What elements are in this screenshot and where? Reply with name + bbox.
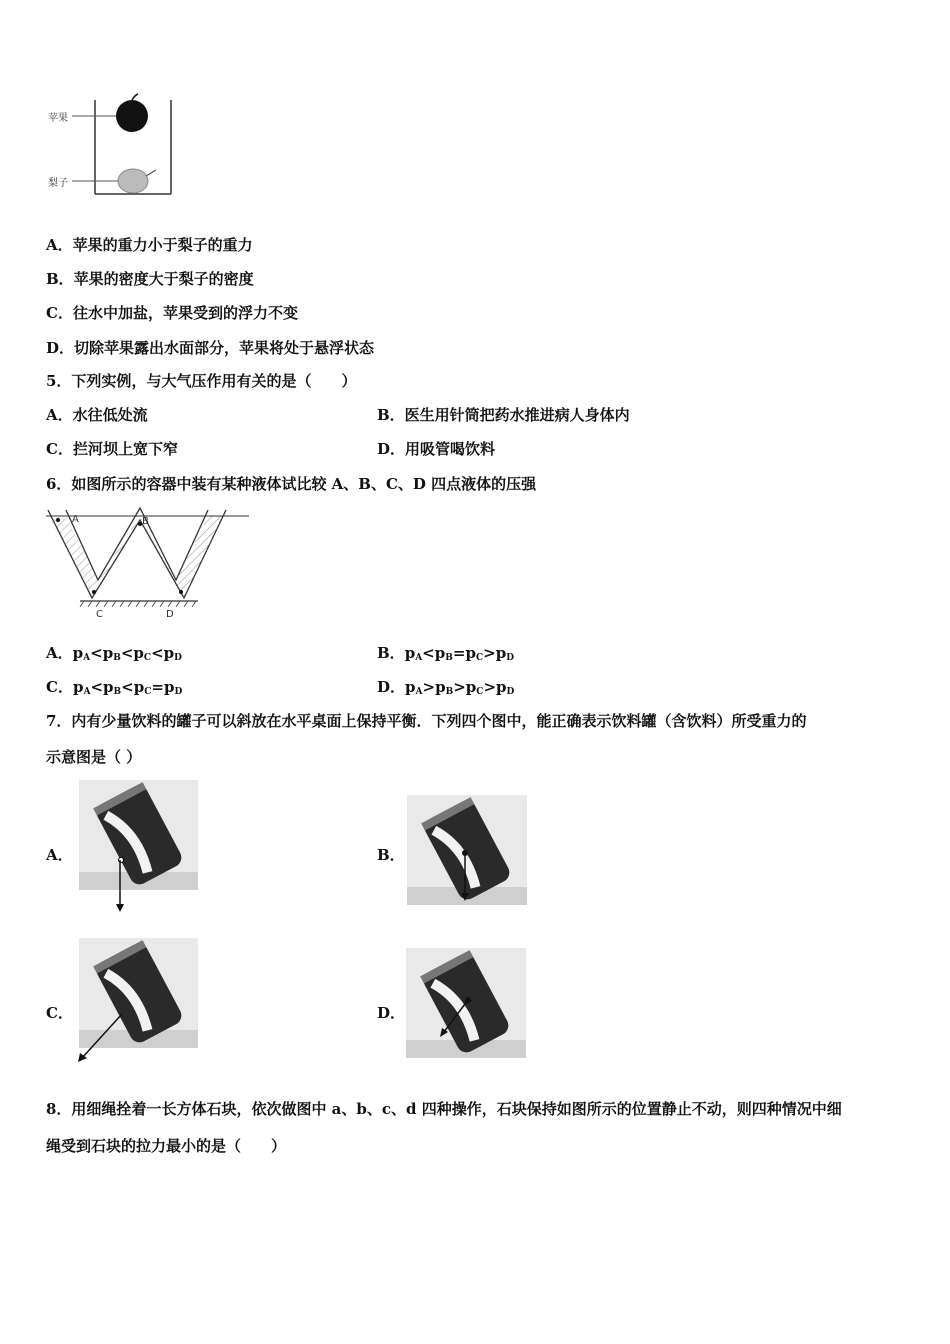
q5-option-d[interactable]: D．用吸管喝饮料 xyxy=(377,440,496,458)
p-symbol: p xyxy=(434,644,446,662)
apple-pear-figure xyxy=(40,92,180,202)
sub-a: A xyxy=(415,687,423,697)
q6-option-d[interactable] xyxy=(377,677,514,702)
lt-symbol: < xyxy=(120,644,134,662)
p-symbol: p xyxy=(72,644,84,662)
p-symbol: p xyxy=(163,644,175,662)
pear-label: 梨子 xyxy=(48,178,68,189)
p-symbol: p xyxy=(133,644,144,662)
lt-symbol: < xyxy=(422,644,435,662)
p-symbol: p xyxy=(465,644,476,662)
q6-stem: 6．如图所示的容器中装有某种液体试比较 A、B、C、D 四点液体的压强 xyxy=(46,475,537,493)
q6-option-b-prefix: B． xyxy=(377,644,405,662)
gt-symbol: > xyxy=(422,678,436,696)
p-symbol: p xyxy=(405,678,416,696)
q7-option-a-label[interactable]: A． xyxy=(46,846,73,864)
p-symbol: p xyxy=(496,678,507,696)
sub-c: C xyxy=(475,653,484,663)
sub-b: B xyxy=(445,653,453,663)
point-b-label: B xyxy=(142,516,149,527)
can-drawing-a xyxy=(79,780,198,890)
sub-b: B xyxy=(113,687,122,697)
p-symbol: p xyxy=(72,678,84,696)
lt-symbol: < xyxy=(121,678,134,696)
q8-stem-line2: 绳受到石块的拉力最小的是（ ） xyxy=(46,1137,287,1155)
q5-option-c[interactable]: C．拦河坝上宽下窄 xyxy=(46,440,178,458)
sub-d: D xyxy=(506,653,514,663)
q4-option-c[interactable]: C．往水中加盐，苹果受到的浮力不变 xyxy=(46,304,298,322)
p-symbol: p xyxy=(435,678,446,696)
p-symbol: p xyxy=(404,644,416,662)
q4-option-a[interactable]: A．苹果的重力小于梨子的重力 xyxy=(46,236,253,254)
q6-option-c[interactable] xyxy=(46,677,182,702)
q7-option-c-label[interactable]: C． xyxy=(46,1004,73,1022)
q7-stem-line1: 7．内有少量饮料的罐子可以斜放在水平桌面上保持平衡．下列四个图中，能正确表示饮料罐（含饮料）所受重力的 xyxy=(46,712,807,730)
sub-d: D xyxy=(174,653,182,663)
eq-symbol: = xyxy=(452,644,466,662)
q8-stem-line1: 8．用细绳拴着一长方体石块，依次做图中 a、b、c、d 四种操作，石块保持如图所示的位置静止不动，则四种情况中细 xyxy=(46,1100,842,1118)
sub-a: A xyxy=(83,687,91,697)
q5-option-b[interactable]: B．医生用针筒把药水推进病人身体内 xyxy=(377,406,630,424)
q6-option-a-prefix: A． xyxy=(46,644,73,662)
gravity-arrow-a xyxy=(112,858,128,914)
p-symbol: p xyxy=(103,678,114,696)
p-symbol: p xyxy=(133,678,145,696)
lt-symbol: < xyxy=(151,644,164,662)
apple-label: 苹果 xyxy=(48,113,68,124)
can-photo-a[interactable] xyxy=(79,780,198,890)
gt-symbol: > xyxy=(483,678,497,696)
sub-c: C xyxy=(143,653,152,663)
sub-d: D xyxy=(174,687,183,697)
point-a-label: A xyxy=(72,514,79,525)
sub-b: B xyxy=(445,687,454,697)
q5-stem: 5．下列实例，与大气压作用有关的是（ ） xyxy=(46,372,357,390)
sub-d: D xyxy=(506,687,515,697)
q7-option-b-label[interactable]: B． xyxy=(377,846,405,864)
q6-option-d-prefix: D． xyxy=(377,678,406,696)
q6-option-b[interactable] xyxy=(377,643,514,668)
sub-b: B xyxy=(113,653,121,663)
point-d-label: D xyxy=(166,609,174,620)
q6-option-a[interactable] xyxy=(46,643,182,668)
q7-option-d-label[interactable]: D． xyxy=(377,1004,406,1022)
gravity-arrow-c xyxy=(70,1010,130,1066)
p-symbol: p xyxy=(495,644,507,662)
w-container-figure xyxy=(44,506,254,624)
q5-option-a[interactable]: A．水往低处流 xyxy=(46,406,148,424)
can-photo-d[interactable] xyxy=(406,948,526,1058)
sub-a: A xyxy=(415,653,423,663)
sub-c: C xyxy=(144,687,152,697)
point-c-label: C xyxy=(96,609,103,620)
sub-a: A xyxy=(83,653,91,663)
can-drawing-d xyxy=(406,948,526,1058)
can-drawing-b xyxy=(407,795,527,905)
eq-symbol: = xyxy=(151,678,164,696)
p-symbol: p xyxy=(163,678,175,696)
lt-symbol: < xyxy=(90,678,104,696)
gt-symbol: > xyxy=(453,678,466,696)
gt-symbol: > xyxy=(483,644,496,662)
p-symbol: p xyxy=(102,644,114,662)
sub-c: C xyxy=(476,687,484,697)
q6-option-c-prefix: C． xyxy=(46,678,73,696)
q4-option-b[interactable]: B．苹果的密度大于梨子的密度 xyxy=(46,270,254,288)
q7-stem-line2: 示意图是（ ） xyxy=(46,748,142,766)
p-symbol: p xyxy=(465,678,477,696)
lt-symbol: < xyxy=(90,644,103,662)
q4-option-d[interactable]: D．切除苹果露出水面部分，苹果将处于悬浮状态 xyxy=(46,339,375,357)
can-photo-b[interactable] xyxy=(407,795,527,905)
